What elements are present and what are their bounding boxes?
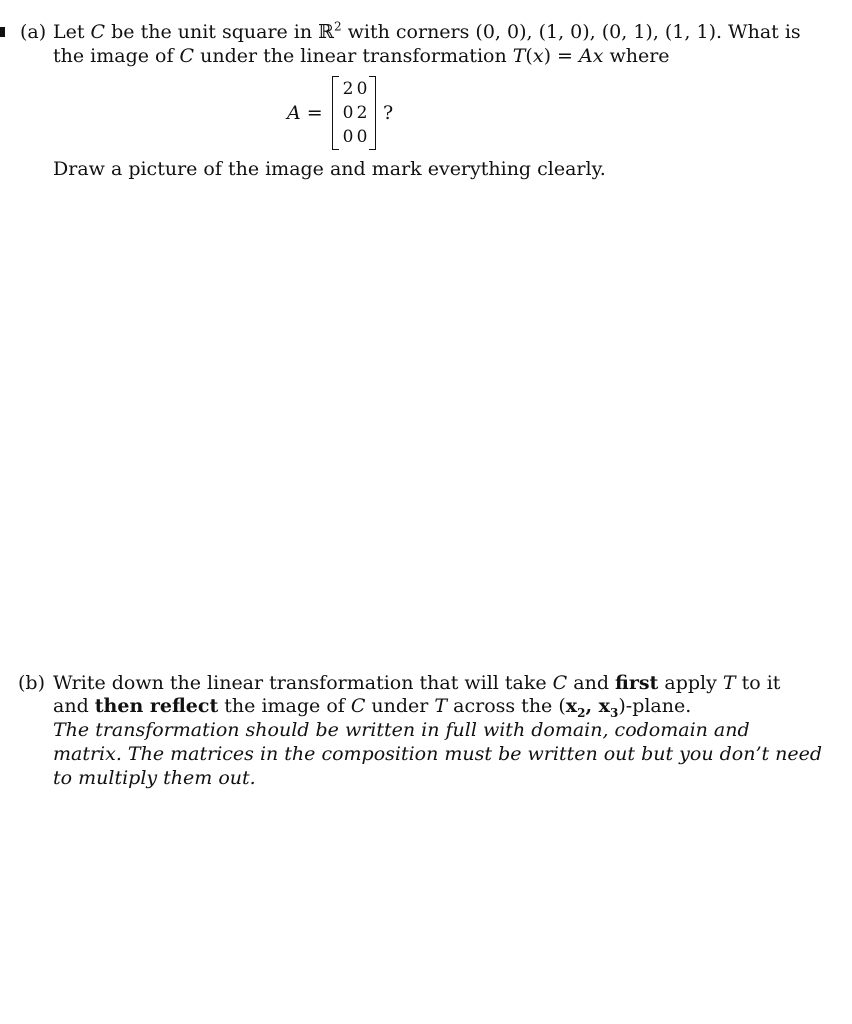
matrix-entry: 0 <box>356 79 368 99</box>
text: Let <box>53 21 91 43</box>
text: Write down the linear transformation that will take <box>53 672 553 694</box>
right-bracket <box>369 76 376 150</box>
text: to it <box>735 672 781 694</box>
set-c: C <box>179 45 195 67</box>
text: be the unit square in <box>105 21 319 43</box>
page-edge-mark <box>0 27 5 37</box>
matrix-entry: 2 <box>342 79 354 99</box>
subscript: 2 <box>577 705 586 720</box>
part-a-label: (a) <box>20 21 47 43</box>
text: where <box>603 45 670 67</box>
matrix-entry: 0 <box>356 127 368 147</box>
matrix-entry: 0 <box>342 127 354 147</box>
text: apply <box>658 672 723 694</box>
set-c: C <box>90 21 106 43</box>
text: ( <box>525 45 533 67</box>
matrix-entries <box>341 77 369 149</box>
matrix-lhs <box>287 101 323 125</box>
product-ax: Ax <box>578 45 604 67</box>
part-b-italic-line-1: The transformation should be written in full with domain, codomain and <box>53 719 750 741</box>
text: and <box>53 695 95 717</box>
subscript: 3 <box>610 705 619 720</box>
transformation-t: T <box>512 45 526 67</box>
variable-x: x <box>532 45 544 67</box>
text: ) = <box>543 45 579 67</box>
part-a-question-line-2 <box>53 44 670 68</box>
exponent: 2 <box>333 19 342 34</box>
part-b-italic-line-2: matrix. The matrices in the composition must be written out but you don’t need <box>53 743 823 765</box>
text: with corners (0, 0), (1, 0), (0, 1), (1, 1). What is <box>341 21 801 43</box>
text: the image of <box>218 695 351 717</box>
transformation-t: T <box>722 672 736 694</box>
matrix-entry: 0 <box>342 103 354 123</box>
comma: , <box>585 695 599 717</box>
part-b-question-line-2 <box>53 694 691 718</box>
part-a-question-line-1 <box>53 20 801 44</box>
set-c: C <box>552 672 568 694</box>
vector-x2: x <box>565 695 578 717</box>
part-a-instruction: Draw a picture of the image and mark everything clearly. <box>53 158 606 180</box>
set-c: C <box>350 695 366 717</box>
text: across the ( <box>447 695 566 717</box>
emphasis-then-reflect: then reflect <box>94 695 219 717</box>
text: the image of <box>53 45 180 67</box>
part-b-question-line-1 <box>53 671 780 695</box>
text: and <box>567 672 616 694</box>
matrix-name: A <box>287 102 301 124</box>
matrix-a <box>332 76 376 150</box>
real-numbers-symbol: ℝ <box>318 21 334 43</box>
text: under <box>365 695 435 717</box>
text: )-plane. <box>618 695 692 717</box>
left-bracket <box>332 76 339 150</box>
text: under the linear transformation <box>194 45 513 67</box>
emphasis-first: first <box>615 672 659 694</box>
question-mark: ? <box>383 102 394 124</box>
part-b-label: (b) <box>18 672 45 694</box>
vector-x3: x <box>598 695 610 717</box>
matrix-entry: 2 <box>356 103 368 123</box>
transformation-t: T <box>434 695 448 717</box>
part-b-italic-line-3: to multiply them out. <box>53 767 256 789</box>
equals-sign: = <box>300 102 323 124</box>
